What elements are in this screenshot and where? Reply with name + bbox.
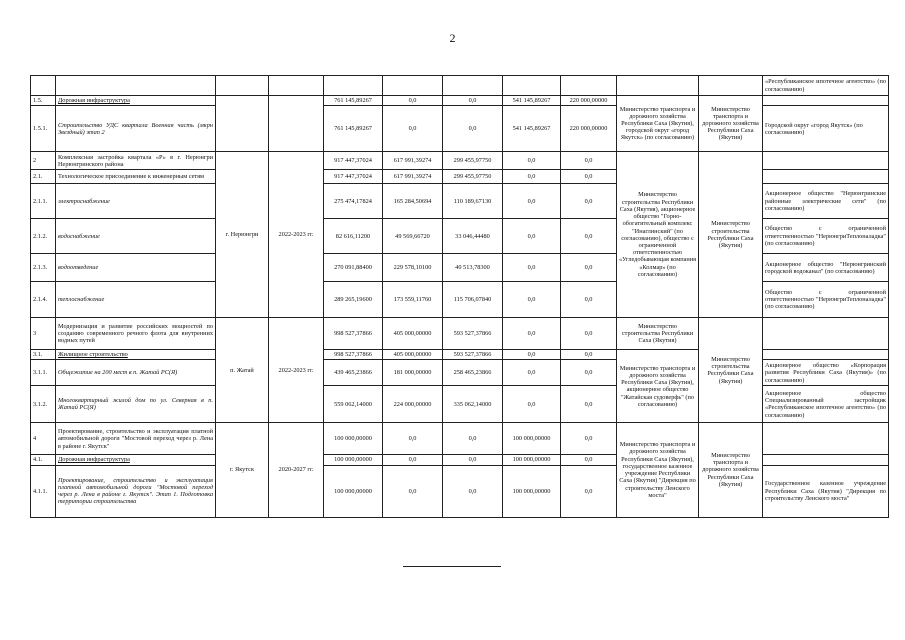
- total-cell: 100 000,00000: [324, 455, 383, 465]
- total-cell: 275 474,17824: [324, 184, 383, 219]
- executor-cell: Министерство строительства Республики Саха (Якутия): [617, 318, 699, 350]
- row-number: 1.5.1.: [31, 106, 56, 152]
- value-cell: 0,0: [443, 455, 503, 465]
- row-number: 3: [31, 318, 56, 350]
- period-cell: 2020-2027 гг.: [269, 423, 324, 517]
- executor-cell: Министерство транспорта и дорожного хозяйства Республики Саха (Якутия), акционерное общество "Жатайская судоверфь" (по согласованию): [617, 350, 699, 423]
- value-cell: 405 000,00000: [383, 350, 443, 360]
- value-cell: 335 062,14000: [443, 386, 503, 423]
- row-number: 2.1.: [31, 170, 56, 184]
- value-cell: 0,0: [443, 106, 503, 152]
- value-cell: 0,0: [503, 386, 561, 423]
- value-cell: 40 513,78300: [443, 254, 503, 282]
- co-executor-cell: «Республиканское ипотечное агентство» (по согласованию): [763, 76, 889, 96]
- value-cell: 181 000,00000: [383, 360, 443, 386]
- co-executor-cell: Общество с ограниченной ответственностью "НерюнгриТеплоналадка" (по согласованию): [763, 219, 889, 254]
- value-cell: 0,0: [561, 282, 617, 318]
- co-executor-cell: Общество с ограниченной ответственностью "НерюнгриТеплоналадка" (по согласованию): [763, 282, 889, 318]
- value-cell: 100 000,00000: [503, 455, 561, 465]
- row-number: 2: [31, 152, 56, 170]
- co-executor-cell: Акционерное общество "Нерюнгринский городской водоканал" (по согласованию): [763, 254, 889, 282]
- place-cell: г. Якутск: [216, 423, 269, 517]
- row-name: Жилищное строительство: [56, 350, 216, 360]
- value-cell: 0,0: [383, 423, 443, 455]
- value-cell: 617 991,39274: [383, 170, 443, 184]
- value-cell: 220 000,00000: [561, 96, 617, 106]
- value-cell: 0,0: [503, 282, 561, 318]
- row-name: Общежитие на 200 мест в п. Жатай РС(Я): [56, 360, 216, 386]
- value-cell: 100 000,00000: [503, 465, 561, 517]
- value-cell: 115 706,07840: [443, 282, 503, 318]
- total-cell: 289 265,19600: [324, 282, 383, 318]
- value-cell: 0,0: [443, 96, 503, 106]
- page-number: 2: [449, 31, 456, 45]
- value-cell: 0,0: [443, 465, 503, 517]
- co-executor-cell: Акционерное общество "Нерюнгринские районные электрические сети" (по согласованию): [763, 184, 889, 219]
- row-name: Комплексная застройка квартала «Р» в г. Нерюнгри Нерюнгринского района: [56, 152, 216, 170]
- value-cell: 0,0: [561, 219, 617, 254]
- table-row: [31, 96, 889, 106]
- total-cell: 761 145,89267: [324, 106, 383, 152]
- table-row: [31, 76, 889, 96]
- total-cell: 270 091,88400: [324, 254, 383, 282]
- value-cell: 0,0: [443, 423, 503, 455]
- customer-cell: Министерство строительства Республики Саха (Якутия): [699, 318, 763, 423]
- co-executor-cell: Городской округ «город Якутск» (по согласованию): [763, 106, 889, 152]
- value-cell: 617 991,39274: [383, 152, 443, 170]
- value-cell: 0,0: [503, 219, 561, 254]
- value-cell: 0,0: [561, 254, 617, 282]
- row-number: 1.5.: [31, 96, 56, 106]
- value-cell: 0,0: [503, 152, 561, 170]
- row-number: 4.1.1.: [31, 465, 56, 517]
- footer-divider: [403, 566, 501, 567]
- value-cell: 0,0: [503, 170, 561, 184]
- row-number: 2.1.1.: [31, 184, 56, 219]
- row-name: Строительство УДС квартала Военная часть (мкрн Звездный) этап 2: [56, 106, 216, 152]
- place-cell: г. Нерюнгри: [216, 152, 269, 318]
- total-cell: 439 465,23866: [324, 360, 383, 386]
- value-cell: 0,0: [561, 184, 617, 219]
- total-cell: 998 527,37866: [324, 350, 383, 360]
- value-cell: 33 046,44480: [443, 219, 503, 254]
- program-table: [30, 75, 889, 518]
- value-cell: 299 455,97750: [443, 152, 503, 170]
- total-cell: 761 145,89267: [324, 96, 383, 106]
- value-cell: 0,0: [561, 455, 617, 465]
- value-cell: 0,0: [561, 318, 617, 350]
- customer-cell: Министерство строительства Республики Саха (Якутия): [699, 152, 763, 318]
- total-cell: 82 616,11200: [324, 219, 383, 254]
- co-executor-cell: Государственное казенное учреждение Республики Саха (Якутия) "Дирекция по строительству Ленского моста": [763, 465, 889, 517]
- total-cell: 559 062,14000: [324, 386, 383, 423]
- co-executor-cell: Акционерное общество Специализированный застройщик «Республиканское ипотечное агентство» (по согласованию): [763, 386, 889, 423]
- value-cell: 541 145,89267: [503, 106, 561, 152]
- value-cell: 0,0: [561, 350, 617, 360]
- row-number: 2.1.3.: [31, 254, 56, 282]
- total-cell: 998 527,37866: [324, 318, 383, 350]
- table-row: [31, 423, 889, 455]
- value-cell: 0,0: [561, 386, 617, 423]
- value-cell: 0,0: [561, 170, 617, 184]
- value-cell: 165 284,50694: [383, 184, 443, 219]
- value-cell: 49 569,66720: [383, 219, 443, 254]
- value-cell: 258 465,23866: [443, 360, 503, 386]
- total-cell: 100 000,00000: [324, 465, 383, 517]
- period-cell: 2022-2023 гг.: [269, 318, 324, 423]
- row-name: Дорожная инфраструктура: [56, 96, 216, 106]
- value-cell: 0,0: [561, 152, 617, 170]
- value-cell: 220 000,00000: [561, 106, 617, 152]
- row-name: Многоквартирный жилой дом по ул. Северная в п. Жатай РС(Я): [56, 386, 216, 423]
- value-cell: 0,0: [383, 465, 443, 517]
- period-cell: 2022-2023 гг.: [269, 152, 324, 318]
- customer-cell: Министерство транспорта и дорожного хозяйства Республики Саха (Якутия): [699, 423, 763, 517]
- value-cell: 0,0: [561, 465, 617, 517]
- value-cell: 229 578,10100: [383, 254, 443, 282]
- row-number: 3.1.2.: [31, 386, 56, 423]
- value-cell: 0,0: [503, 350, 561, 360]
- value-cell: 100 000,00000: [503, 423, 561, 455]
- row-number: 4: [31, 423, 56, 455]
- value-cell: 0,0: [561, 360, 617, 386]
- row-name: электроснабжение: [56, 184, 216, 219]
- row-number: 2.1.4.: [31, 282, 56, 318]
- row-name: водоотведение: [56, 254, 216, 282]
- executor-cell: Министерство транспорта и дорожного хозяйства Республики Саха (Якутия), государственное казенное учреждение Республики Саха (Якутия) "Дирекция по строительству Ленского моста": [617, 423, 699, 517]
- value-cell: 0,0: [503, 318, 561, 350]
- value-cell: 0,0: [503, 360, 561, 386]
- value-cell: 173 559,11760: [383, 282, 443, 318]
- row-number: 2.1.2.: [31, 219, 56, 254]
- value-cell: 224 000,00000: [383, 386, 443, 423]
- row-name: Дорожная инфраструктура: [56, 455, 216, 465]
- total-cell: 917 447,37024: [324, 152, 383, 170]
- customer-cell: Министерство транспорта и дорожного хозяйства Республики Саха (Якутия): [699, 96, 763, 152]
- row-number: 3.1.: [31, 350, 56, 360]
- value-cell: 405 000,00000: [383, 318, 443, 350]
- value-cell: 0,0: [383, 455, 443, 465]
- row-number: 4.1.: [31, 455, 56, 465]
- row-name: Проектирование, строительство и эксплуатация платной автомобильной дороги "Мостовой переход через р. Лена в районе г. Якутск". Этап 1. Подготовка территории строительства: [56, 465, 216, 517]
- value-cell: 0,0: [503, 254, 561, 282]
- value-cell: 541 145,89267: [503, 96, 561, 106]
- total-cell: 917 447,37024: [324, 170, 383, 184]
- executor-cell: Министерство строительства Республики Саха (Якутия), акционерное общество "Горно-обогатительный комплекс "Инаглинский" (по согласованию), общество с ограниченной ответственностью «Угледобывающая компания «Колмар» (по согласованию): [617, 152, 699, 318]
- value-cell: 0,0: [561, 423, 617, 455]
- row-name: Модернизация и развитие российских мощностей по созданию современного речного флота для внутренних водных путей: [56, 318, 216, 350]
- value-cell: 593 527,37866: [443, 318, 503, 350]
- value-cell: 0,0: [503, 184, 561, 219]
- value-cell: 0,0: [383, 106, 443, 152]
- value-cell: 593 527,37866: [443, 350, 503, 360]
- row-name: Технологическое присоединение к инженерным сетям: [56, 170, 216, 184]
- row-name: водоснабжение: [56, 219, 216, 254]
- row-name: теплоснабжение: [56, 282, 216, 318]
- value-cell: 0,0: [383, 96, 443, 106]
- row-number: 3.1.1.: [31, 360, 56, 386]
- row-name: Проектирование, строительство и эксплуатация платной автомобильной дороги "Мостовой переход через р. Лена в районе г. Якутск": [56, 423, 216, 455]
- co-executor-cell: Акционерное общество «Корпорация развития Республики Саха (Якутия)» (по согласованию): [763, 360, 889, 386]
- place-cell: п. Жатай: [216, 318, 269, 423]
- value-cell: 299 455,97750: [443, 170, 503, 184]
- table-row: [31, 152, 889, 170]
- table-row: [31, 318, 889, 350]
- total-cell: 100 000,00000: [324, 423, 383, 455]
- executor-cell: Министерство транспорта и дорожного хозяйства Республики Саха (Якутия), городской округ «город Якутск» (по согласованию): [617, 96, 699, 152]
- value-cell: 110 189,67130: [443, 184, 503, 219]
